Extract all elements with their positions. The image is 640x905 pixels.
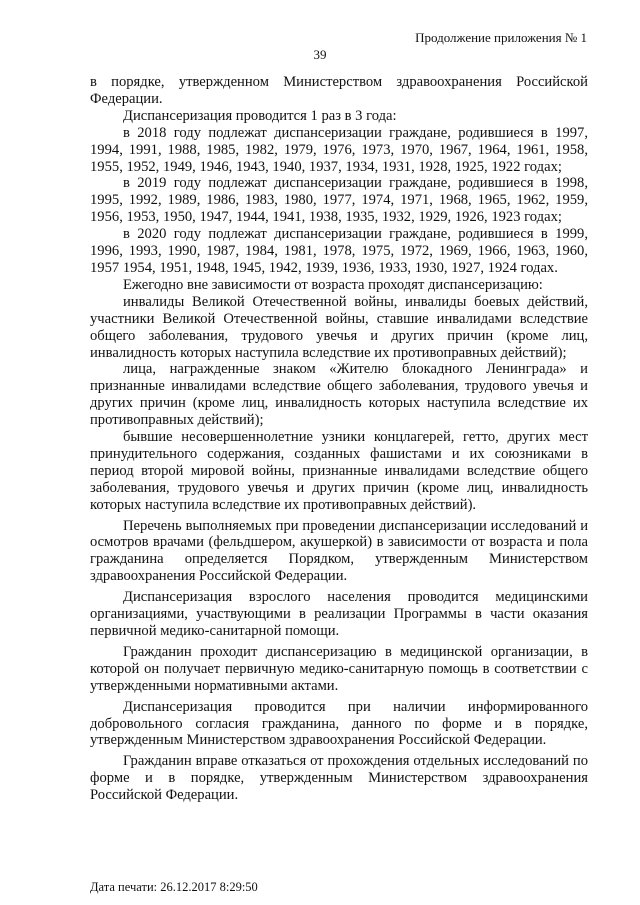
document-body xyxy=(90,74,588,804)
appendix-continuation-label: Продолжение приложения № 1 xyxy=(415,30,587,45)
paragraph: лица, награжденные знаком «Жителю блокадного Ленинграда» и признанные инвалидами вследствие общего заболевания, трудового увечья и других причин (кроме лиц, инвалидность которых наступила вследствие их противоправных действий); xyxy=(90,361,588,429)
print-date: Дата печати: 26.12.2017 8:29:50 xyxy=(90,880,258,894)
paragraph: инвалиды Великой Отечественной войны, инвалиды боевых действий, участники Великой Отечественной войны, ставшие инвалидами вследствие общего заболевания, трудового увечья и других причин (кроме лиц, инвалидность которых наступила вследствие их противоправных действий); xyxy=(90,293,588,361)
paragraph: Диспансеризация проводится 1 раз в 3 года: xyxy=(123,107,397,124)
paragraph: в 2020 году подлежат диспансеризации граждане, родившиеся в 1999, 1996, 1993, 1990, 1987, 1984, 1981, 1978, 1975, 1972, 1969, 1966, 1963, 1960, 1957 1954, 1951, 1948, 1945, 1942, 1939, 1936, 1933, 1930, 1927, 1924 годах. xyxy=(90,226,588,276)
paragraph: бывшие несовершеннолетние узники концлагерей, гетто, других мест принудительного содержания, созданных фашистами и их союзниками в период второй мировой войны, признанные инвалидами вследствие общего заболевания, трудового увечья и других причин (кроме лиц, инвалидность которых наступила вследствие их противоправных действий). xyxy=(90,429,588,513)
paragraph: Диспансеризация проводится при наличии информированного добровольного согласия гражданина, данного по форме и в порядке, утвержденным Министерством здравоохранения Российской Федерации. xyxy=(90,698,588,749)
paragraph: Гражданин проходит диспансеризацию в медицинской организации, в которой он получает первичную медико-санитарную помощь в соответствии с утвержденными нормативными актами. xyxy=(90,643,588,694)
paragraph: в 2019 году подлежат диспансеризации граждане, родившиеся в 1998, 1995, 1992, 1989, 1986, 1983, 1980, 1977, 1974, 1971, 1968, 1965, 1962, 1959, 1956, 1953, 1950, 1947, 1944, 1941, 1938, 1935, 1932, 1929, 1926, 1923 годах; xyxy=(90,175,588,226)
paragraph: Диспансеризация взрослого населения проводится медицинскими организациями, участвующими в реализации Программы в части оказания первичной медико-санитарной помощи. xyxy=(90,589,588,639)
paragraph: в 2018 году подлежат диспансеризации граждане, родившиеся в 1997, 1994, 1991, 1988, 1985, 1982, 1979, 1976, 1973, 1970, 1967, 1964, 1961, 1958, 1955, 1952, 1949, 1946, 1943, 1940, 1937, 1934, 1931, 1928, 1925, 1922 годах; xyxy=(90,124,588,175)
page-number: 39 xyxy=(313,47,327,62)
paragraph: Перечень выполняемых при проведении диспансеризации исследований и осмотров врачами (фельдшером, акушеркой) в зависимости от возраста и пола гражданина определяется Порядком, утвержденным Министерством здравоохранения Российской Федерации. xyxy=(90,517,588,585)
paragraph: Гражданин вправе отказаться от прохождения отдельных исследований по форме и в порядке, утвержденным Министерством здравоохранения Российской Федерации. xyxy=(90,753,588,804)
paragraph: в порядке, утвержденном Министерством здравоохранения Российской Федерации. xyxy=(90,74,588,107)
paragraph: Ежегодно вне зависимости от возраста проходят диспансеризацию: xyxy=(123,276,543,293)
